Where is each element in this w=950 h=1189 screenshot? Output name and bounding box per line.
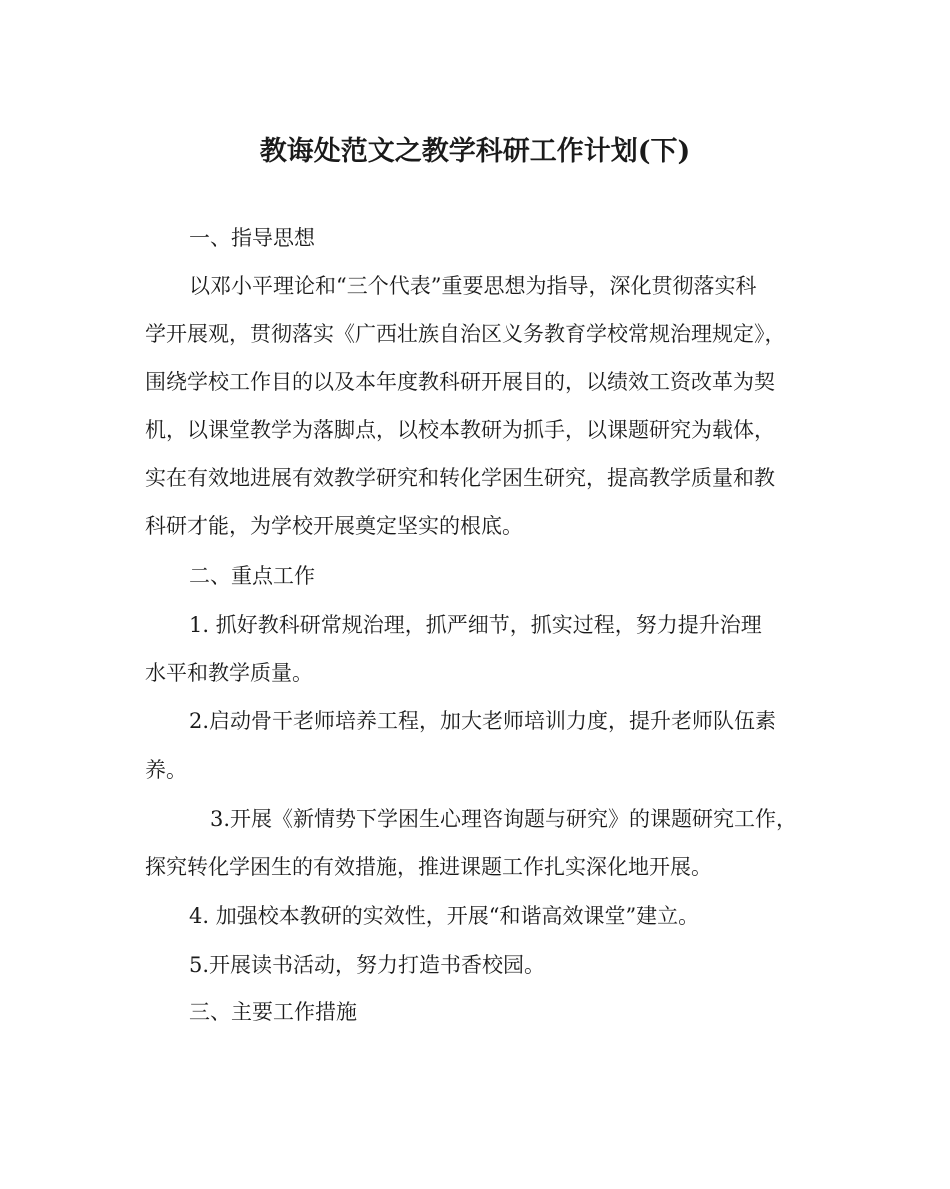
paragraph-line: 机，以课堂教学为落脚点，以校本教研为抓手，以课题研究为载体， xyxy=(145,418,775,442)
paragraph-line: 以邓小平理论和“三个代表”重要思想为指导，深化贯彻落实科 xyxy=(189,274,757,298)
paragraph-line: 学开展观，贯彻落实《广西壮族自治区义务教育学校常规治理规定》， xyxy=(145,322,786,346)
list-item-3-line: 3.开展《新情势下学困生心理咨询题与研究》的课题研究工作， xyxy=(210,807,798,831)
list-item-1-line: 1. 抓好教科研常规治理，抓严细节，抓实过程，努力提升治理 xyxy=(189,613,762,637)
list-item-4-line: 4. 加强校本教研的实效性，开展“和谐高效课堂”建立。 xyxy=(189,904,700,928)
section-heading-1: 一、指导思想 xyxy=(189,226,315,250)
paragraph-line: 科研才能，为学校开展奠定坚实的根底。 xyxy=(145,514,523,538)
list-item-3-line: 探究转化学困生的有效措施，推进课题工作扎实深化地开展。 xyxy=(145,855,712,879)
list-item-2-line: 2.启动骨干老师培养工程，加大老师培训力度，提升老师队伍素 xyxy=(189,709,777,733)
paragraph-line: 围绕学校工作目的以及本年度教科研开展目的，以绩效工资改革为契 xyxy=(145,370,775,394)
list-item-1-line: 水平和教学质量。 xyxy=(145,661,313,685)
section-heading-2: 二、重点工作 xyxy=(189,564,315,588)
list-item-2-line: 养。 xyxy=(145,758,187,782)
section-heading-3: 三、主要工作措施 xyxy=(189,1000,357,1024)
paragraph-line: 实在有效地进展有效教学研究和转化学困生研究，提高教学质量和教 xyxy=(145,466,775,490)
list-item-5-line: 5.开展读书活动，努力打造书香校园。 xyxy=(189,953,546,977)
document-title: 教诲处范文之教学科研工作计划(下) xyxy=(259,136,691,167)
